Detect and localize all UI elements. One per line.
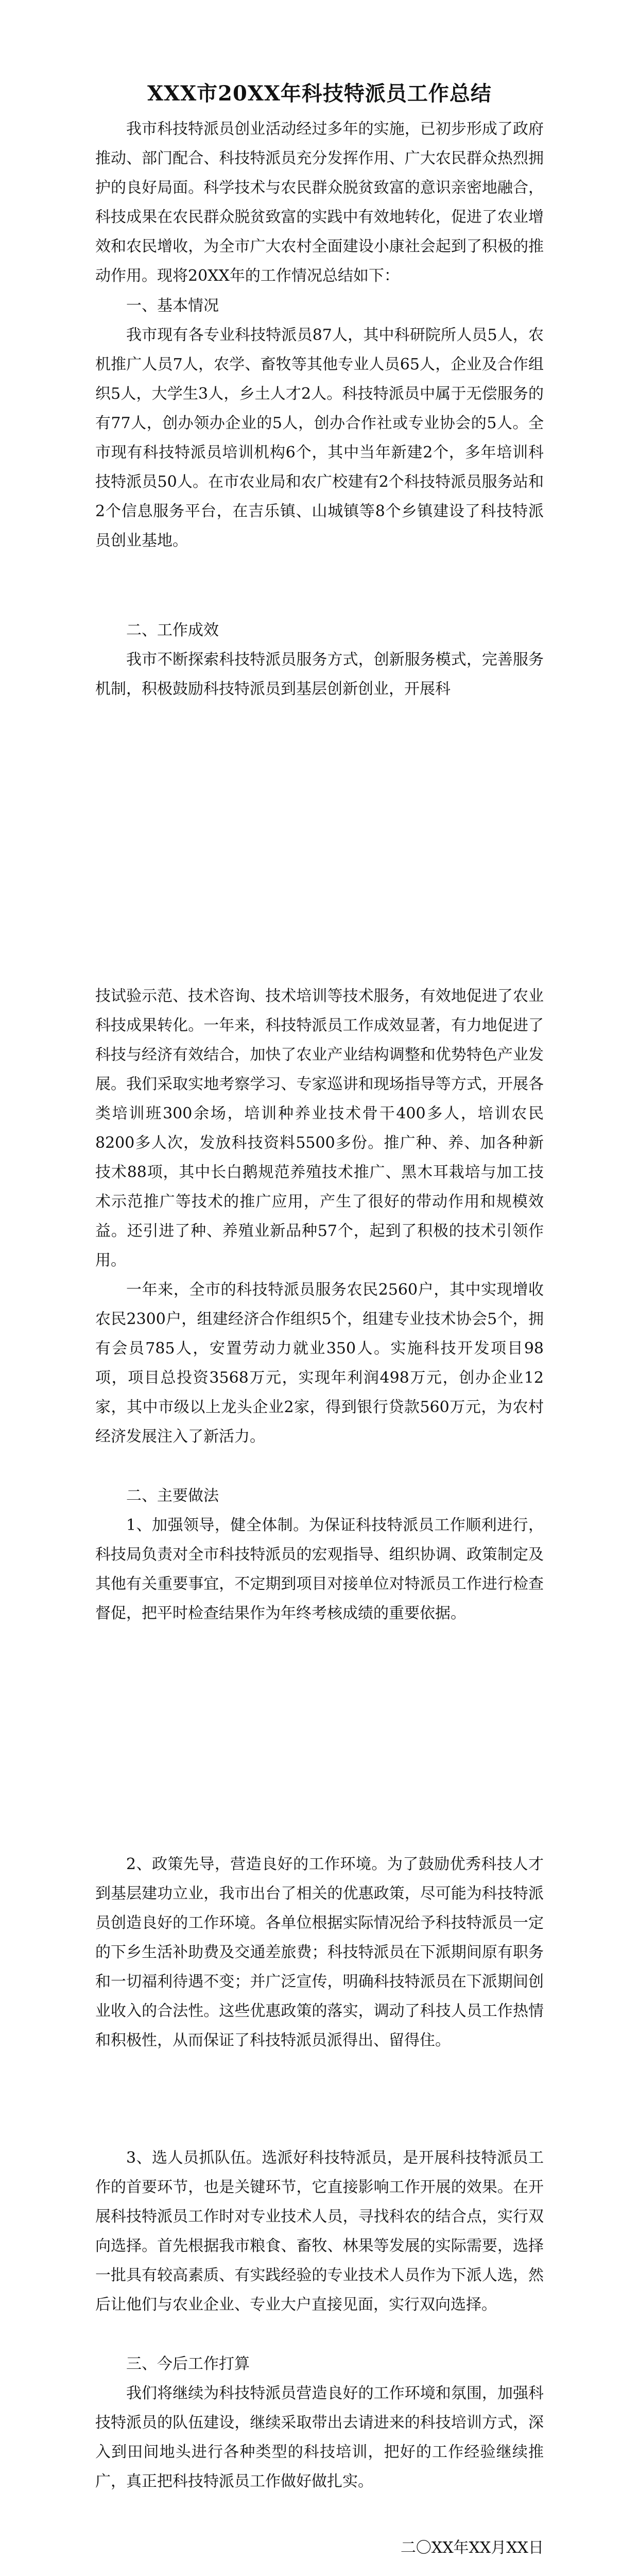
method-item-1: 1、加强领导，健全体制。为保证科技特派员工作顺利进行，科技局负责对全市科技特派员的宏观指导、组织协调、政策制定及其他有关重要事宜，不定期到项目对接单位对特派员工作进行检查督促，把平时检查结果作为年终考核成绩的重要依据。 xyxy=(95,1516,544,1622)
section-heading-plans: 三、今后工作打算 xyxy=(126,2355,250,2373)
intro-paragraph: 我市科技特派员创业活动经过多年的实施，已初步形成了政府推动、部门配合、科技特派员充分发挥作用、广大农民群众热烈拥护的良好局面。科学技术与农民群众脱贫致富的意识亲密地融合，科技成果在农民群众脱贫致富的实践中有效地转化，促进了农业增效和农民增收，为全市广大农村全面建设小康社会起到了积极的推动作用。现将20XX年的工作情况总结如下： xyxy=(95,120,544,285)
section-heading-basic: 一、基本情况 xyxy=(126,297,219,315)
results-paragraph-part2: 技试验示范、技术咨询、技术培训等技术服务，有效地促进了农业科技成果转化。一年来，科技特派员工作成效显著，有力地促进了科技与经济有效结合，加快了农业产业结构调整和优势特色产业发展。我们采取实地考察学习、专家巡讲和现场指导等方式，开展各类培训班300余场，培训种养业技术骨干400多人，培训农民8200多人次，发放科技资料5500多份。推广种、养、加各种新技术88项，其中长白鹅规范养殖技术推广、黑木耳栽培与加工技术示范推广等技术的推广应用，产生了很好的带动作用和规模效益。还引进了种、养殖业新品种57个，起到了积极的技术引领作用。 xyxy=(95,987,544,1269)
section-heading-results: 二、工作成效 xyxy=(126,621,219,639)
results-paragraph-2: 一年来，全市的科技特派员服务农民2560户，其中实现增收农民2300户，组建经济合作组织5个，组建专业技术协会5个，拥有会员785人，安置劳动力就业350人。实施科技开发项目98项，项目总投资3568万元，实现年利润498万元，创办企业12家，其中市级以上龙头企业2家，得到银行贷款560万元，为农村经济发展注入了新活力。 xyxy=(95,1281,544,1446)
results-paragraph-part1: 我市不断探索科技特派员服务方式，创新服务模式，完善服务机制，积极鼓励科技特派员到基层创新创业，开展科 xyxy=(95,651,544,698)
document-date: 二〇XX年XX月XX日 xyxy=(400,2539,544,2557)
basic-situation-paragraph: 我市现有各专业科技特派员87人，其中科研院所人员5人，农机推广人员7人，农学、畜牧等其他专业人员65人，企业及合作组织5人，大学生3人，乡土人才2人。科技特派员中属于无偿服务的有77人，创办领办企业的5人，创办合作社或专业协会的5人。全市现有科技特派员培训机构6个，其中当年新建2个，多年培训科技特派员50人。在市农业局和农广校建有2个科技特派员服务站和2个信息服务平台，在吉乐镇、山城镇等8个乡镇建设了科技特派员创业基地。 xyxy=(95,326,544,550)
plans-paragraph: 我们将继续为科技特派员营造良好的工作环境和氛围，加强科技特派员的队伍建设，继续采取带出去请进来的科技培训方式，深入到田间地头进行各种类型的科技培训，把好的工作经验继续推广，真正把科技特派员工作做好做扎实。 xyxy=(95,2384,544,2490)
method-item-2: 2、政策先导，营造良好的工作环境。为了鼓励优秀科技人才到基层建功立业，我市出台了相关的优惠政策，尽可能为科技特派员创造良好的工作环境。各单位根据实际情况给予科技特派员一定的下乡生活补助费及交通差旅费；科技特派员在下派期间原有职务和一切福利待遇不变；并广泛宣传，明确科技特派员在下派期间创业收入的合法性。这些优惠政策的落实，调动了科技人员工作热情和积极性，从而保证了科技特派员派得出、留得住。 xyxy=(95,1855,544,2049)
method-item-3: 3、选人员抓队伍。选派好科技特派员，是开展科技特派员工作的首要环节，也是关键环节，它直接影响工作开展的效果。在开展科技特派员工作时对专业技术人员，寻找科农的结合点，实行双向选择。首先根据我市粮食、畜牧、林果等发展的实际需要，选择一批具有较高素质、有实践经验的专业技术人员作为下派人选，然后让他们与农业企业、专业大户直接见面，实行双向选择。 xyxy=(95,2149,544,2314)
document-title: XXX市20XX年科技特派员工作总结 xyxy=(147,81,492,106)
section-heading-methods: 二、主要做法 xyxy=(126,1487,219,1505)
